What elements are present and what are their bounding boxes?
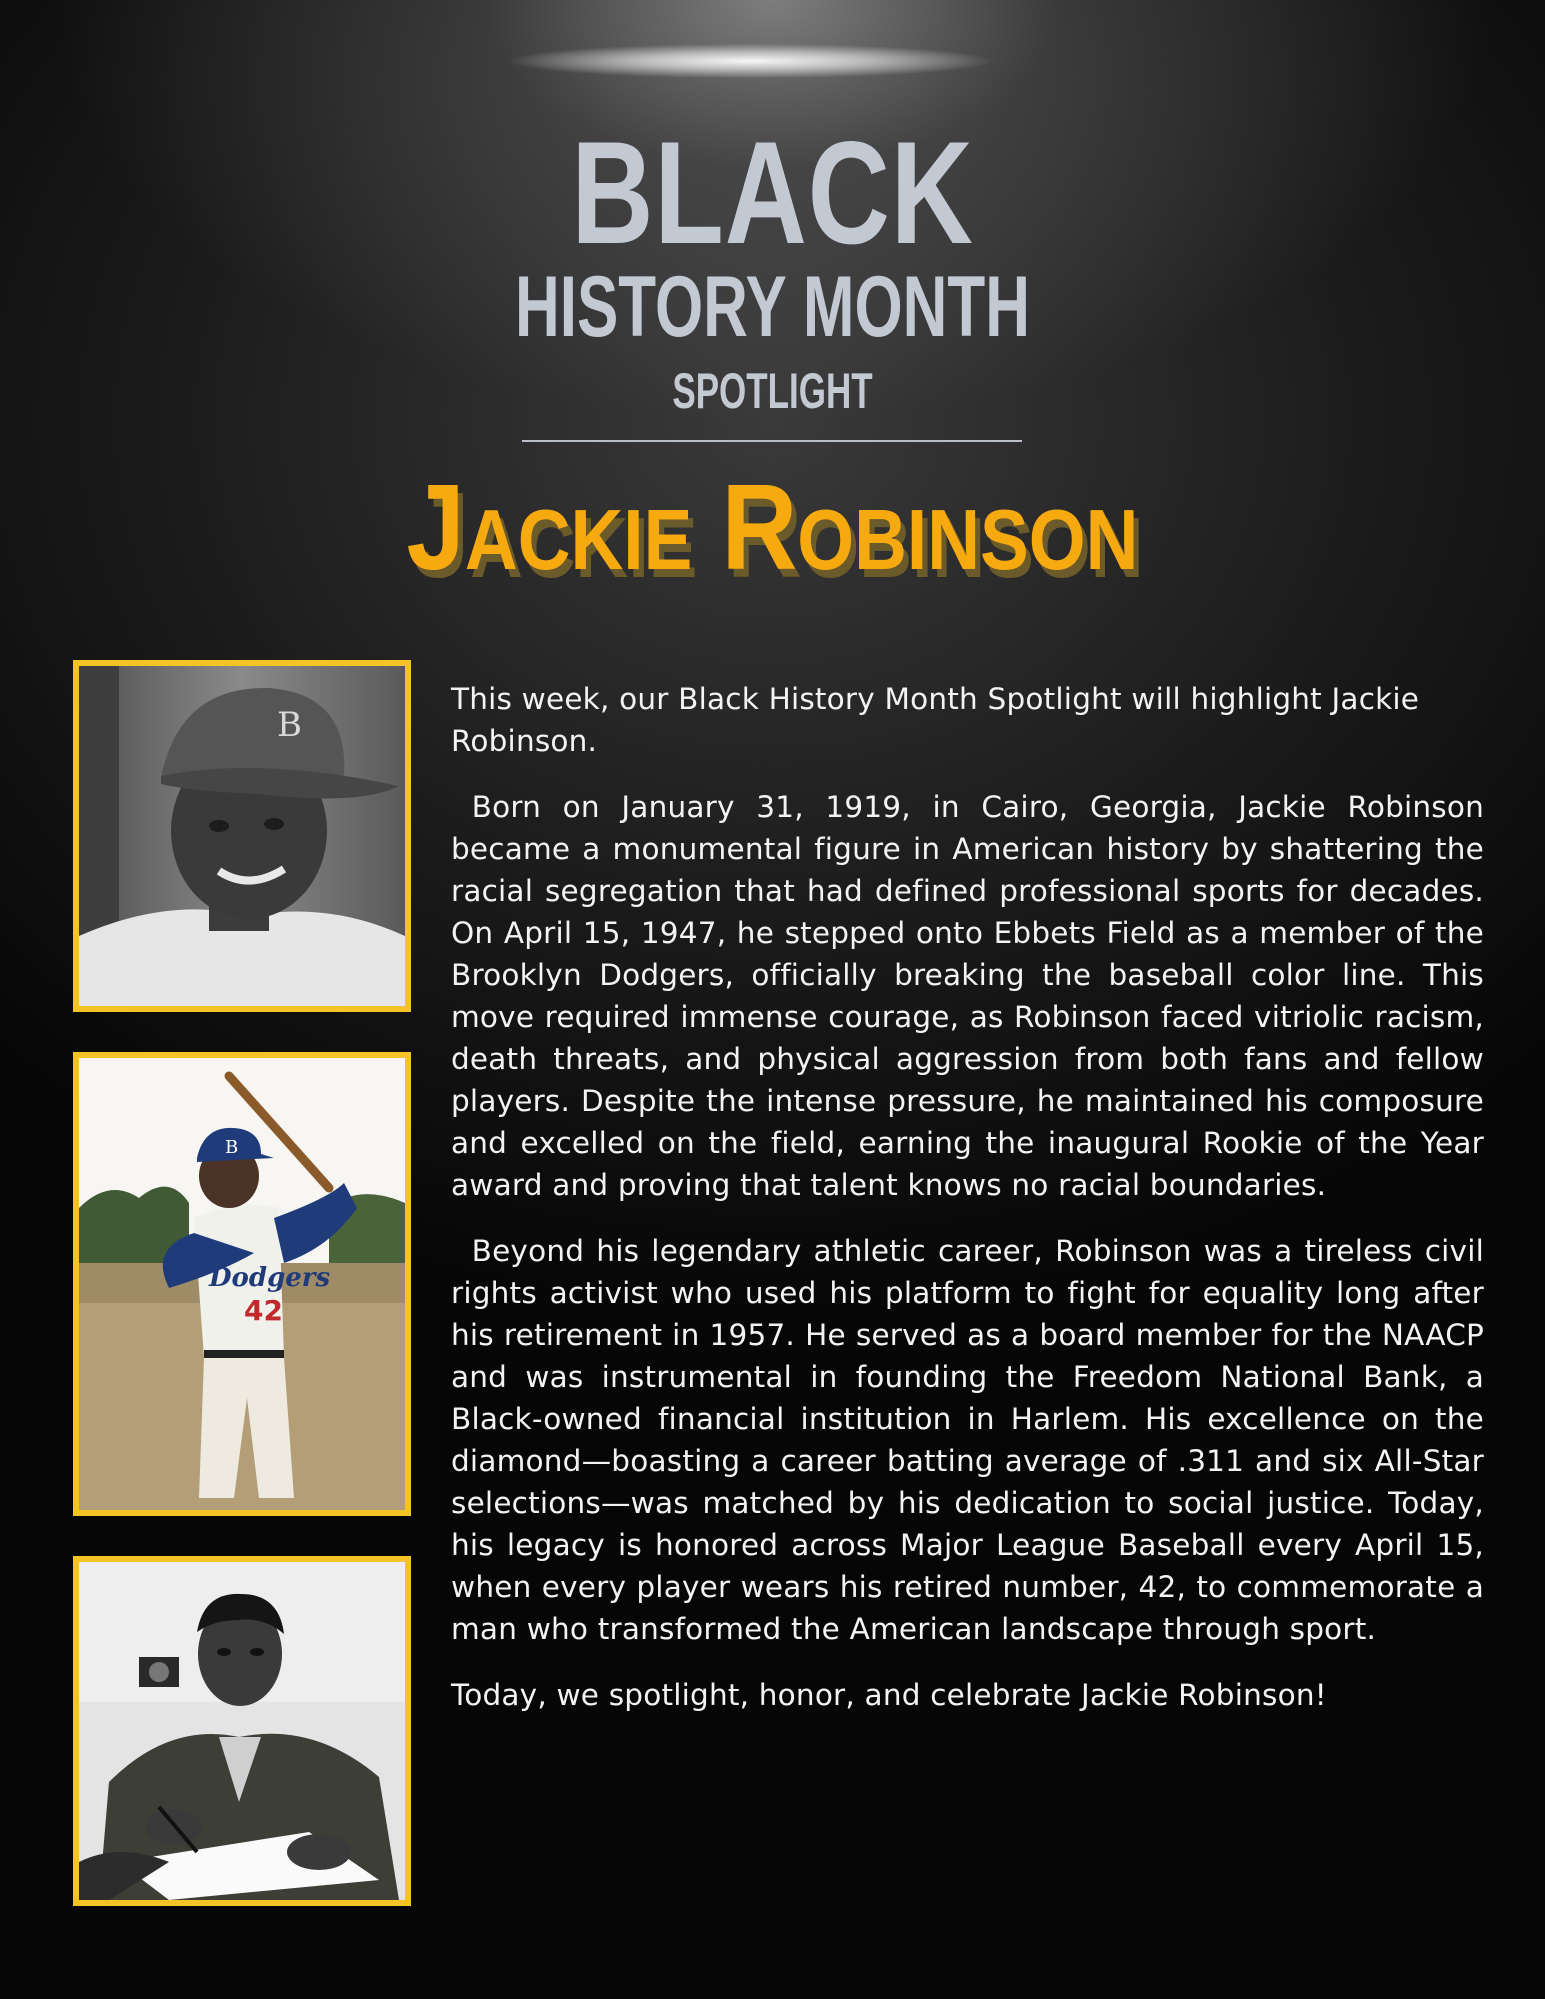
cap-logo: B — [277, 705, 302, 745]
bio-paragraph-early-life: Born on January 31, 1919, in Cairo, Georgia, Jackie Robinson became a monumental figure in American history by shattering the racial segregation that had defined professional sports for decades. On April 15, 1947, he stepped onto Ebbets Field as a member of the Brooklyn Dodgers, officially breaking the baseball color line. This move required immense courage, as Robinson faced vitriolic racism, death threats, and physical aggression from both fans and fellow players. Despite the intense pressure, he maintained his composure and excelled on the field, earning the inaugural Rookie of the Year award and proving that talent knows no racial boundaries. — [451, 790, 1484, 1202]
batting-photo-icon — [79, 1058, 405, 1510]
title-spotlight: SPOTLIGHT — [672, 363, 873, 419]
biography — [451, 678, 1484, 1740]
spotlight-beam — [510, 44, 990, 78]
portrait-photo-icon — [79, 666, 405, 1006]
bio-closing: Today, we spotlight, honor, and celebrate Jackie Robinson! — [451, 1678, 1327, 1712]
signing-photo-icon — [79, 1562, 405, 1900]
title-history-month: HISTORY MONTH — [515, 259, 1030, 355]
bio-intro: This week, our Black History Month Spotlight will highlight Jackie Robinson. — [451, 682, 1420, 758]
signing-photo — [73, 1556, 411, 1906]
title-divider — [522, 440, 1022, 442]
honoree-name: Jackie Robinson — [406, 459, 1139, 595]
batting-photo — [73, 1052, 411, 1516]
jersey-number: 42 — [244, 1294, 283, 1327]
portrait-photo — [73, 660, 411, 1012]
title-black: BLACK — [571, 111, 974, 274]
bio-paragraph-legacy: Beyond his legendary athletic career, Robinson was a tireless civil rights activist who used his platform to fight for equality long after his retirement in 1957. He served as a board member for the NAACP and was instrumental in founding the Freedom National Bank, a Black-owned financial institution in Harlem. His excellence on the diamond—boasting a career batting average of .311 and six All-Star selections—was matched by his dedication to social justice. Today, his legacy is honored across Major League Baseball every April 15, when every player wears his retired number, 42, to commemorate a man who transformed the American landscape through sport. — [451, 1234, 1484, 1646]
cap-logo-2: B — [225, 1137, 239, 1158]
jersey-text: Dodgers — [209, 1263, 331, 1293]
